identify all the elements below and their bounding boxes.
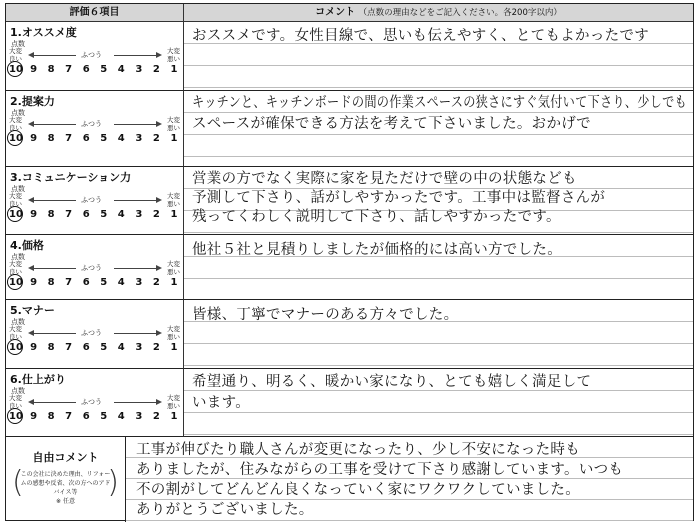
score-option[interactable]: 3 — [135, 133, 143, 144]
handwritten-comment-line: キッチンと、キッチンボードの間の作業スペースの狭さにすぐ気付いて下さり、少しでも — [192, 95, 687, 111]
score-option[interactable]: 1 — [170, 209, 178, 220]
score-option[interactable]: 10 — [9, 133, 23, 144]
score-option[interactable]: 6 — [82, 277, 90, 288]
handwritten-free-comment-line: 工事が伸びたり職人さんが変更になったり、少し不安になった時も — [136, 442, 580, 458]
arrow-right-icon — [156, 399, 162, 405]
score-option[interactable]: 10 — [9, 277, 23, 288]
average-label: ふつう — [81, 51, 102, 59]
comment-cell-6[interactable] — [184, 369, 693, 437]
item-title: 3.コミュニケーション力 — [10, 171, 132, 184]
points-label: 点数 — [11, 387, 25, 395]
arrow-line-left — [32, 333, 76, 334]
arrow-line-left — [32, 268, 76, 269]
score-option[interactable]: 8 — [47, 133, 55, 144]
arrow-right-icon — [156, 330, 162, 336]
arrow-right-icon — [156, 265, 162, 271]
average-label: ふつう — [81, 329, 102, 337]
handwritten-comment-line: 営業の方でなく実際に家を見ただけで壁の中の状態なども — [192, 171, 577, 187]
score-scale — [9, 342, 181, 353]
score-option[interactable]: 8 — [47, 209, 55, 220]
handwritten-free-comment-line: ありがとうございました。 — [136, 502, 314, 518]
item-title: 4.価格 — [10, 239, 44, 252]
score-option[interactable]: 7 — [65, 64, 73, 75]
arrow-line-left — [32, 55, 76, 56]
score-option[interactable]: 2 — [152, 209, 160, 220]
score-option[interactable]: 8 — [47, 64, 55, 75]
score-option[interactable]: 5 — [100, 64, 108, 75]
item-cell-1 — [6, 22, 184, 91]
average-label: ふつう — [81, 120, 102, 128]
very-poor-label: 大変 悪い — [167, 394, 180, 410]
handwritten-comment-line: スペースが確保できる方法を考えて下さいました。おかげで — [192, 116, 591, 132]
handwritten-comment-line: 予測して下さり、話がしやすかったです。工事中は監督さんが — [192, 190, 606, 206]
score-option[interactable]: 1 — [170, 411, 178, 422]
score-option[interactable]: 3 — [135, 64, 143, 75]
score-option[interactable]: 2 — [152, 277, 160, 288]
free-comment-description — [20, 470, 111, 506]
score-option[interactable]: 9 — [30, 411, 38, 422]
score-option[interactable]: 1 — [170, 277, 178, 288]
score-option[interactable]: 10 — [9, 209, 23, 220]
comment-cell-4[interactable] — [184, 235, 693, 300]
score-option[interactable]: 5 — [100, 342, 108, 353]
header-items-title: 評価６項目 — [69, 7, 120, 18]
score-scale — [9, 411, 181, 422]
score-option[interactable]: 6 — [82, 64, 90, 75]
score-option[interactable]: 6 — [82, 133, 90, 144]
header-comment-title: コメント — [315, 7, 356, 18]
average-label: ふつう — [81, 264, 102, 272]
comment-cell-1[interactable] — [184, 22, 693, 91]
evaluation-sheet — [5, 3, 694, 521]
free-comment-guidance: この会社に決めた理由、リフォームの感想や反省、次の方へのアドバイス等 — [20, 471, 111, 496]
score-option[interactable]: 4 — [117, 209, 125, 220]
handwritten-comment-line: 他社５社と見積りしましたが価格的には高い方でした。 — [192, 242, 562, 258]
score-option[interactable]: 4 — [117, 342, 125, 353]
points-label: 点数 — [11, 253, 25, 261]
item-title: 1.オススメ度 — [10, 26, 77, 39]
points-label: 点数 — [11, 109, 25, 117]
score-option[interactable]: 4 — [117, 64, 125, 75]
score-option[interactable]: 7 — [65, 133, 73, 144]
arrow-right-icon — [156, 197, 162, 203]
score-option[interactable]: 7 — [65, 342, 73, 353]
score-scale — [9, 64, 181, 75]
points-label: 点数 — [11, 40, 25, 48]
score-option[interactable]: 10 — [9, 64, 23, 75]
very-good-label: 大変 良い — [9, 260, 22, 276]
arrow-right-icon — [156, 121, 162, 127]
score-option[interactable]: 8 — [47, 342, 55, 353]
very-poor-label: 大変 悪い — [167, 325, 180, 341]
item-cell-2 — [6, 91, 184, 167]
very-poor-label: 大変 悪い — [167, 192, 180, 208]
very-poor-label: 大変 悪い — [167, 260, 180, 276]
score-option[interactable]: 6 — [82, 342, 90, 353]
item-title: 5.マナー — [10, 304, 55, 317]
very-good-label: 大変 良い — [9, 116, 22, 132]
score-scale — [9, 209, 181, 220]
very-good-label: 大変 良い — [9, 394, 22, 410]
score-option[interactable]: 3 — [135, 209, 143, 220]
score-option[interactable]: 5 — [100, 277, 108, 288]
score-option[interactable]: 1 — [170, 342, 178, 353]
arrow-line-right — [114, 55, 158, 56]
very-good-label: 大変 良い — [9, 47, 22, 63]
item-title: 6.仕上がり — [10, 373, 66, 386]
very-poor-label: 大変 悪い — [167, 47, 180, 63]
free-comment-optional-note: ※ 任意 — [56, 498, 75, 505]
comment-cell-3[interactable] — [184, 167, 693, 235]
score-option[interactable]: 3 — [135, 342, 143, 353]
header-comment-note: （点数の理由などをご記入ください。各200字以内） — [358, 8, 562, 18]
score-option[interactable]: 9 — [30, 277, 38, 288]
arrow-line-right — [114, 402, 158, 403]
score-option[interactable]: 7 — [65, 411, 73, 422]
score-option[interactable]: 3 — [135, 277, 143, 288]
average-label: ふつう — [81, 196, 102, 204]
score-option[interactable]: 8 — [47, 277, 55, 288]
score-option[interactable]: 10 — [9, 411, 23, 422]
item-title: 2.提案力 — [10, 95, 55, 108]
score-scale — [9, 133, 181, 144]
score-option[interactable]: 2 — [152, 133, 160, 144]
handwritten-free-comment-line: 不の割がしてどんどん良くなっていく家にワクワクしていました。 — [136, 482, 580, 498]
score-option[interactable]: 8 — [47, 411, 55, 422]
score-option[interactable]: 9 — [30, 133, 38, 144]
arrow-line-right — [114, 268, 158, 269]
handwritten-free-comment-line: ありましたが、住みながらの工事を受けて下さり感謝しています。いつも — [136, 462, 624, 478]
score-option[interactable]: 9 — [30, 342, 38, 353]
arrow-line-left — [32, 200, 76, 201]
item-cell-4 — [6, 235, 184, 300]
score-scale — [9, 277, 181, 288]
arrow-line-right — [114, 124, 158, 125]
score-option[interactable]: 5 — [100, 133, 108, 144]
arrow-right-icon — [156, 52, 162, 58]
score-option[interactable]: 4 — [117, 133, 125, 144]
score-option[interactable]: 2 — [152, 411, 160, 422]
score-option[interactable]: 7 — [65, 277, 73, 288]
score-option[interactable]: 1 — [170, 133, 178, 144]
score-option[interactable]: 7 — [65, 209, 73, 220]
score-option[interactable]: 9 — [30, 64, 38, 75]
points-label: 点数 — [11, 185, 25, 193]
score-option[interactable]: 5 — [100, 209, 108, 220]
average-label: ふつう — [81, 398, 102, 406]
free-comment-title: 自由コメント — [32, 451, 99, 464]
handwritten-comment-line: 残ってくわしく説明して下さり、話しやすかったです。 — [192, 209, 561, 225]
comment-cell-5[interactable] — [184, 300, 693, 369]
score-option[interactable]: 4 — [117, 277, 125, 288]
left-bracket: ( — [12, 465, 24, 500]
handwritten-comment-line: おススメです。女性目線で、思いも伝えやすく、とてもよかったです — [192, 28, 650, 44]
arrow-line-right — [114, 200, 158, 201]
score-option[interactable]: 2 — [152, 64, 160, 75]
score-option[interactable]: 6 — [82, 411, 90, 422]
arrow-line-left — [32, 402, 76, 403]
item-cell-5 — [6, 300, 184, 369]
header-items — [6, 4, 184, 22]
very-good-label: 大変 良い — [9, 325, 22, 341]
item-cell-3 — [6, 167, 184, 235]
very-good-label: 大変 良い — [9, 192, 22, 208]
score-option[interactable]: 3 — [135, 411, 143, 422]
score-option[interactable]: 1 — [170, 64, 178, 75]
arrow-line-right — [114, 333, 158, 334]
points-label: 点数 — [11, 318, 25, 326]
header-comment — [184, 4, 693, 22]
arrow-line-left — [32, 124, 76, 125]
item-cell-6 — [6, 369, 184, 437]
score-option[interactable]: 4 — [117, 411, 125, 422]
handwritten-comment-line: 希望通り、明るく、暖かい家になり、とても嬉しく満足して — [192, 374, 592, 390]
score-option[interactable]: 9 — [30, 209, 38, 220]
right-bracket: ) — [107, 465, 119, 500]
very-poor-label: 大変 悪い — [167, 116, 180, 132]
score-option[interactable]: 5 — [100, 411, 108, 422]
free-comment-area[interactable] — [126, 437, 693, 522]
handwritten-comment-line: 皆様、丁寧でマナーのある方々でした。 — [192, 307, 459, 323]
score-option[interactable]: 10 — [9, 342, 23, 353]
score-option[interactable]: 6 — [82, 209, 90, 220]
score-option[interactable]: 2 — [152, 342, 160, 353]
free-comment-label-cell — [6, 437, 126, 522]
comment-cell-2[interactable] — [184, 91, 693, 167]
handwritten-comment-line: います。 — [192, 395, 251, 411]
